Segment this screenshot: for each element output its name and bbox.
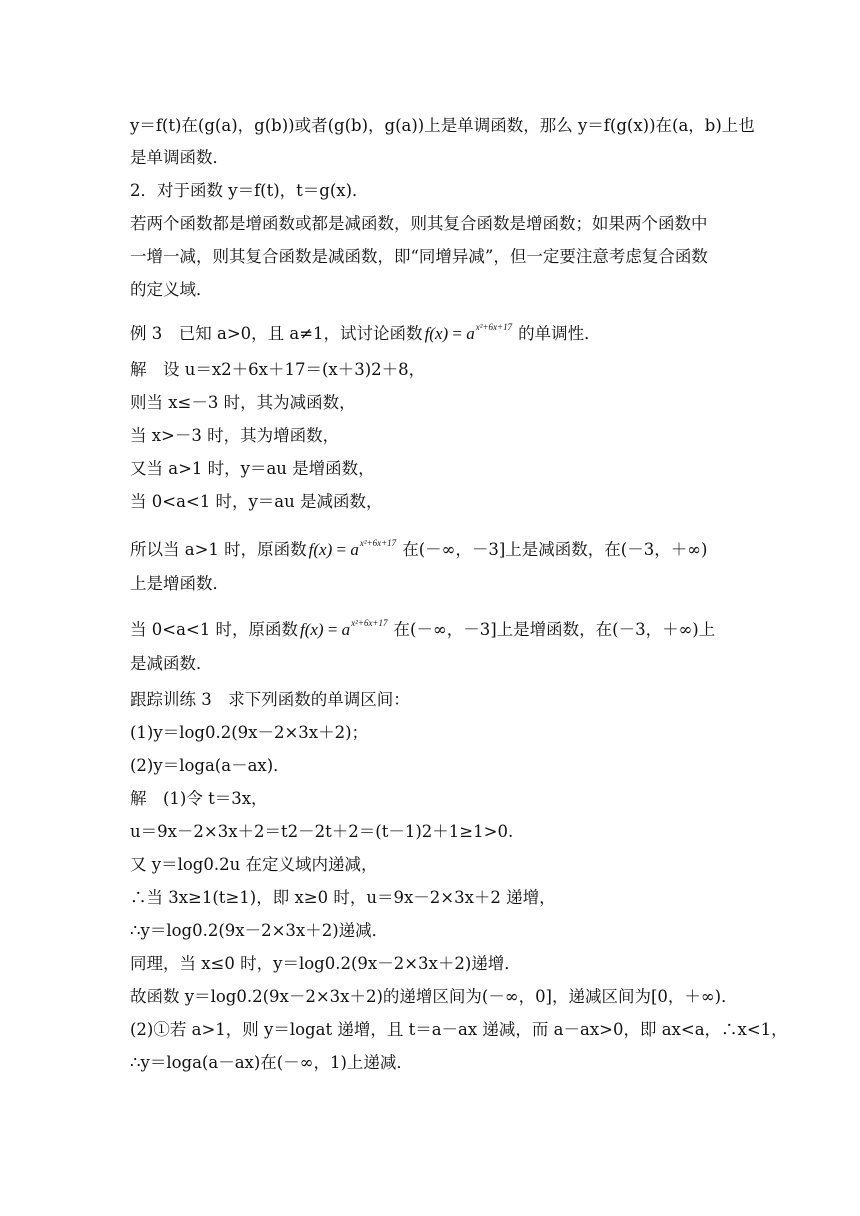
case-1-line [130, 540, 707, 562]
case-1-prefix: 所以当 a>1 时，原函数 [130, 540, 307, 559]
example-3-prefix: 例 3 已知 a>0，且 a≠1，试讨论函数 [130, 324, 423, 343]
text-line: 若两个函数都是增函数或都是减函数，则其复合函数是增函数；如果两个函数中 [130, 214, 708, 233]
formula [425, 324, 513, 346]
solution-line: 又当 a>1 时，y＝au 是增函数， [130, 459, 375, 478]
example-3-line [130, 324, 601, 346]
case-2-suffix: 在(－∞，－3]上是增函数，在(－3，＋∞)上 [393, 620, 716, 639]
text-line: 2．对于函数 y＝f(t)，t＝g(x)． [130, 181, 369, 200]
text-line: 上是增函数． [130, 574, 229, 593]
formula-eq: = [323, 620, 342, 639]
practice-line: ∴y＝log0.2(9x－2×3x＋2)递减． [130, 921, 389, 940]
solution-line: 当 x>－3 时，其为增函数， [130, 426, 340, 445]
example-3-suffix: 的单调性． [518, 324, 601, 343]
text-line: 一增一减，则其复合函数是减函数，即“同增异减”，但一定要注意考虑复合函数 [130, 247, 708, 266]
solution-line: 则当 x≤－3 时，其为减函数， [130, 393, 356, 412]
practice-line: 解 (1)令 t＝3x， [130, 789, 268, 808]
formula-base: a [350, 540, 359, 559]
formula-exponent: x²+6x+17 [359, 538, 397, 548]
case-2-prefix: 当 0<a<1 时，原函数 [130, 620, 298, 639]
formula [300, 620, 388, 642]
formula-lhs: f(x) [308, 540, 333, 559]
text-line: 是减函数． [130, 654, 213, 673]
practice-line: (1)y＝log0.2(9x－2×3x＋2)； [130, 723, 369, 742]
practice-line: ∴当 3x≥1(t≥1)，即 x≥0 时，u＝9x－2×3x＋2 递增， [130, 888, 556, 907]
formula [309, 540, 397, 562]
practice-title: 跟踪训练 3 求下列函数的单调区间： [130, 690, 410, 709]
practice-line: ∴y＝loga(a－ax)在(－∞，1)上递减． [130, 1053, 413, 1072]
formula-exponent: x²+6x+17 [351, 618, 388, 628]
formula-lhs: f(x) [424, 324, 449, 343]
formula-eq: = [448, 324, 467, 343]
text-line: y＝f(t)在(g(a)，g(b))或者(g(b)，g(a))上是单调函数，那么 y＝f(g(x))在(a，b)上也 [130, 116, 755, 135]
text-line: 的定义域． [130, 280, 213, 299]
practice-line: 又 y＝log0.2u 在定义域内递减， [130, 855, 378, 874]
formula-lhs: f(x) [299, 620, 324, 639]
practice-line: u＝9x－2×3x＋2＝t2－2t＋2＝(t－1)2＋1≥1>0. [130, 822, 514, 841]
formula-exponent: x²+6x+17 [475, 322, 513, 332]
practice-line: 故函数 y＝log0.2(9x－2×3x＋2)的递增区间为(－∞，0]，递减区间为[0，＋∞)． [130, 987, 738, 1006]
case-1-suffix: 在(－∞，－3]上是减函数，在(－3，＋∞) [402, 540, 708, 559]
practice-line: (2)y＝loga(a－ax)． [130, 756, 290, 775]
formula-eq: = [332, 540, 351, 559]
formula-base: a [341, 620, 351, 639]
practice-line: 同理，当 x≤0 时，y＝log0.2(9x－2×3x＋2)递增． [130, 954, 521, 973]
solution-line: 解 设 u＝x2＋6x＋17＝(x＋3)2＋8， [130, 360, 426, 379]
solution-line: 当 0<a<1 时，y＝au 是减函数， [130, 492, 383, 511]
formula-base: a [466, 324, 475, 343]
case-2-line [130, 620, 715, 642]
practice-line: (2)①若 a>1，则 y＝logat 递增，且 t＝a－ax 递减，而 a－ax>0，即 ax<a，∴x<1， [130, 1020, 788, 1039]
text-line: 是单调函数． [130, 148, 229, 167]
